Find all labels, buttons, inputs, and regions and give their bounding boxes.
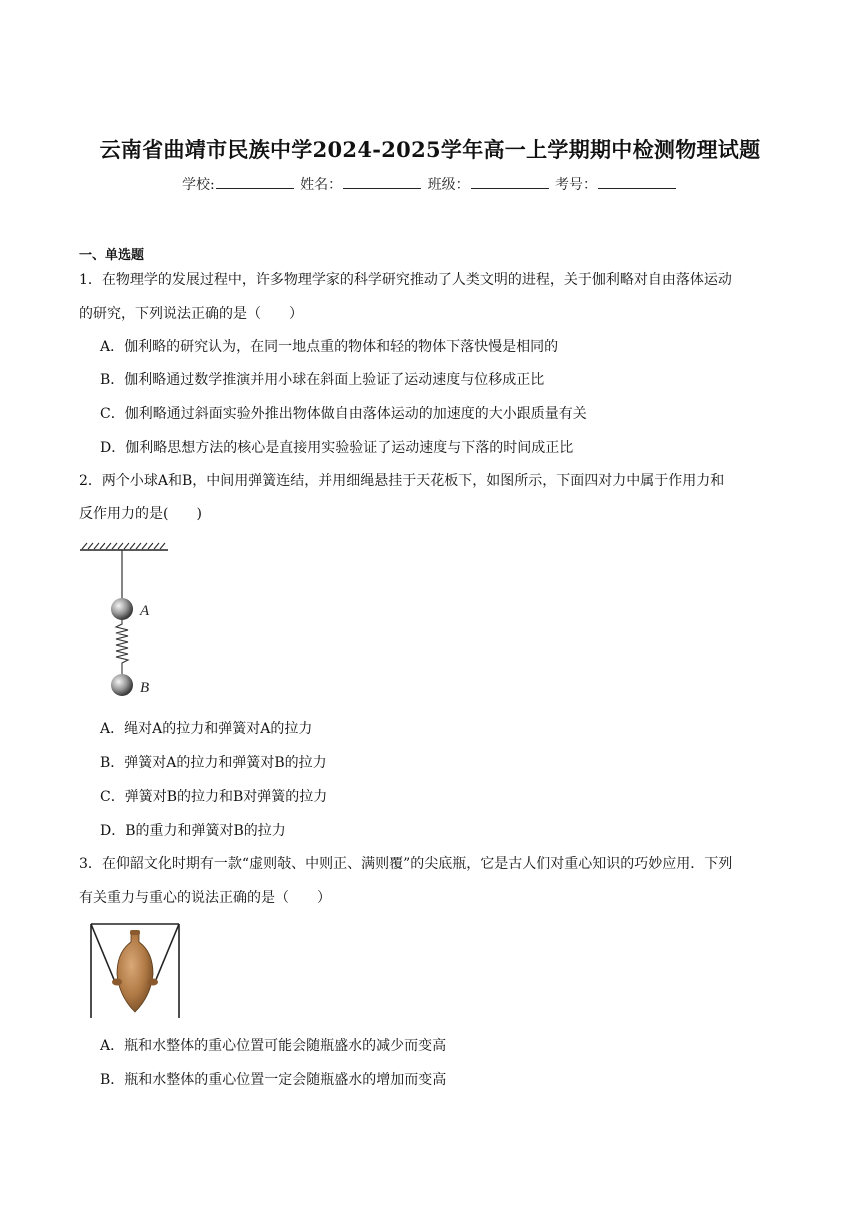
ball-a-icon xyxy=(111,598,133,620)
question-2-line-2: 反作用力的是( ) xyxy=(79,506,202,522)
class-label: 班级： xyxy=(427,177,470,193)
student-info-line xyxy=(0,174,860,194)
question-1-option-a: A．伽利略的研究认为，在同一地点重的物体和轻的物体下落快慢是相同的 xyxy=(100,339,559,355)
question-1-line-2: 的研究，下列说法正确的是（ ） xyxy=(79,306,303,322)
question-1-line-1: 1．在物理学的发展过程中，许多物理学家的科学研究推动了人类文明的进程，关于伽利略对自由落体运动 xyxy=(79,272,732,288)
name-blank xyxy=(343,176,421,189)
question-3-option-a: A．瓶和水整体的重心位置可能会随瓶盛水的减少而变高 xyxy=(100,1038,447,1054)
exam-number-blank xyxy=(598,176,676,189)
exam-number-label: 考号： xyxy=(555,177,598,193)
pointed-bottom-vase-figure xyxy=(87,922,183,1020)
school-blank xyxy=(216,176,294,189)
question-1-option-d: D．伽利略思想方法的核心是直接用实验验证了运动速度与下落的时间成正比 xyxy=(100,440,574,456)
name-label: 姓名： xyxy=(300,177,343,193)
question-1-option-b: B．伽利略通过数学推演并用小球在斜面上验证了运动速度与位移成正比 xyxy=(100,372,545,388)
spring-balls-figure xyxy=(78,540,178,700)
question-3-line-1: 3．在仰韶文化时期有一款“虚则敧、中则正、满则覆”的尖底瓶，它是古人们对重心知识的巧妙应用．下列 xyxy=(79,856,733,872)
question-2-option-d: D．B的重力和弹簧对B的拉力 xyxy=(100,823,286,839)
ball-b-label: B xyxy=(140,680,150,696)
section-heading: 一、单选题 xyxy=(79,248,145,263)
question-3-option-b: B．瓶和水整体的重心位置一定会随瓶盛水的增加而变高 xyxy=(100,1072,447,1088)
question-2-option-c: C．弹簧对B的拉力和B对弹簧的拉力 xyxy=(100,789,328,805)
question-3-line-2: 有关重力与重心的说法正确的是（ ） xyxy=(79,890,331,906)
class-blank xyxy=(471,176,549,189)
question-2-option-a: A．绳对A的拉力和弹簧对A的拉力 xyxy=(100,721,313,737)
ball-a-label: A xyxy=(140,603,150,619)
ceiling-icon xyxy=(80,543,168,550)
exam-title: 云南省曲靖市民族中学2024-2025学年高一上学期期中检测物理试题 xyxy=(99,137,761,162)
vase-icon xyxy=(112,930,158,1012)
school-label: 学校: xyxy=(181,177,215,193)
ball-b-icon xyxy=(111,674,133,696)
spring-icon xyxy=(116,620,128,674)
question-2-option-b: B．弹簧对A的拉力和弹簧对B的拉力 xyxy=(100,755,327,771)
question-2-line-1: 2．两个小球A和B，中间用弹簧连结，并用细绳悬挂于天花板下，如图所示，下面四对力中属于作用力和 xyxy=(79,473,725,489)
question-1-option-c: C．伽利略通过斜面实验外推出物体做自由落体运动的加速度的大小跟质量有关 xyxy=(100,406,587,422)
